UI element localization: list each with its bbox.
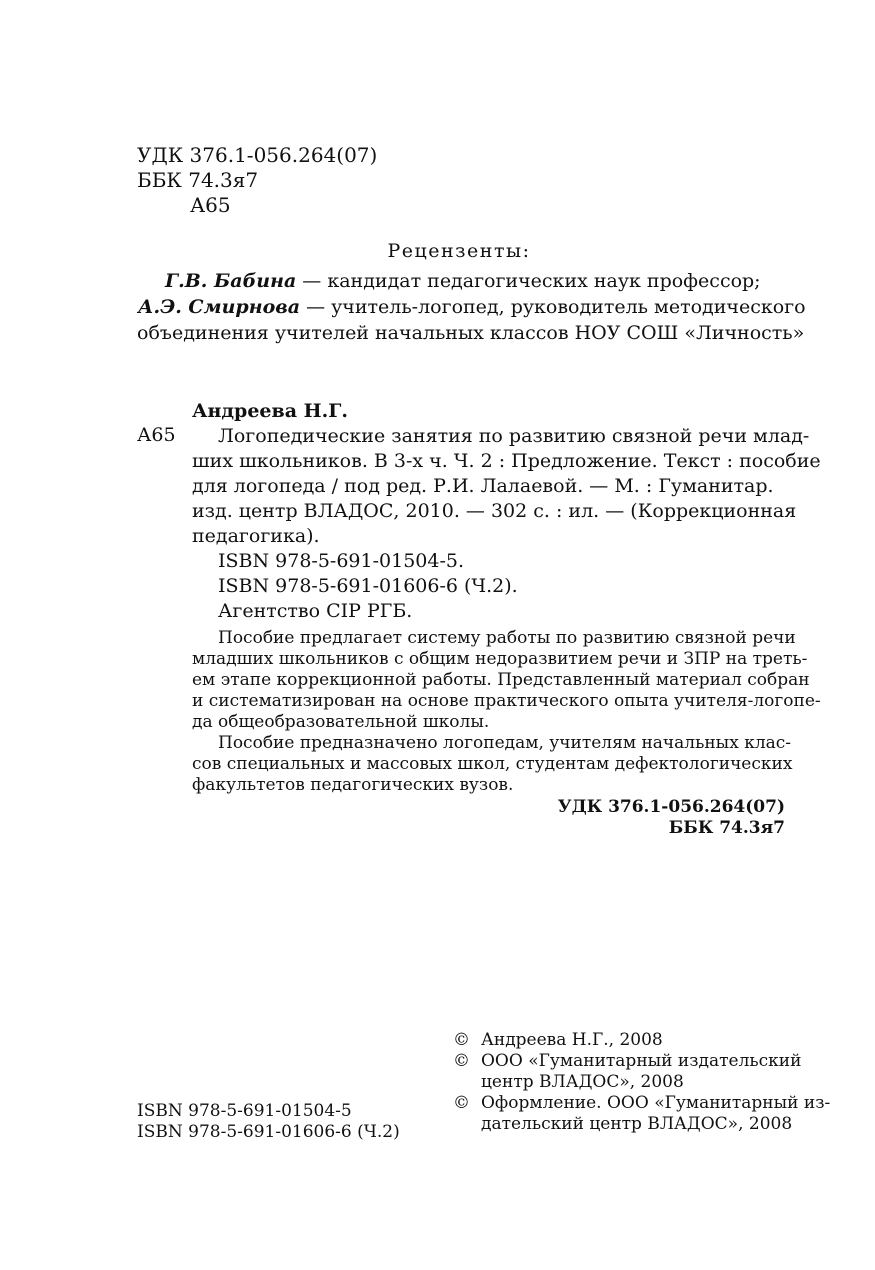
biblio-line-3: для логопеда / под ред. Р.И. Лалаевой. — М. : Гуманитар. [192,475,774,497]
isbn-line-1: ISBN 978-5-691-01504-5. [218,550,465,572]
copyright-1 [453,1030,663,1051]
reviewer-1-desc: — кандидат педагогических наук профессор; [296,270,761,292]
entry-cipher: А65 [137,424,176,446]
reviewer-2-desc: — учитель-логопед, руководитель методического [300,296,806,318]
copyright-icon: © [453,1051,470,1071]
reviewer-1 [165,268,761,294]
cip-agency: Агентство CIP РГБ. [218,600,413,622]
biblio-line-2: ших школьников. В 3-х ч. Ч. 2 : Предложение. Текст : пособие [192,450,821,472]
copyright-2-cont [453,1072,684,1093]
reviewer-2-name: А.Э. Смирнова [138,296,301,318]
bbk-code: ББК 74.3я7 [137,168,259,192]
author-cipher: А65 [190,193,231,217]
copyright-icon: © [453,1030,470,1050]
annotation-p2-line-1: Пособие предназначено логопедам, учителям начальных клас- [218,733,792,753]
classification-codes [137,143,377,218]
annotation-p1-line-2: младших школьников с общим недоразвитием речи и ЗПР на треть- [192,649,808,669]
copyright-3-text-cont: дательский центр ВЛАДОС», 2008 [481,1114,793,1134]
copyright-3-cont [453,1114,792,1135]
annotation-bbk: ББК 74.3я7 [668,818,785,838]
copyright-2-text: ООО «Гуманитарный издательский [481,1051,802,1071]
annotation-udk: УДК 376.1-056.264(07) [557,797,785,817]
annotation-p1-line-1: Пособие предлагает систему работы по развитию связной речи [218,628,796,648]
isbn-bottom-2: ISBN 978-5-691-01606-6 (Ч.2) [137,1122,400,1142]
copyright-3-text: Оформление. ООО «Гуманитарный из- [481,1093,831,1113]
annotation-p2-line-3: факультетов педагогических вузов. [192,775,514,795]
reviewer-1-name: Г.В. Бабина [165,270,297,292]
biblio-line-1: Логопедические занятия по развитию связной речи млад- [218,425,810,447]
reviewer-2 [138,294,806,320]
reviewers-heading: Рецензенты: [387,240,531,262]
copyright-icon: © [453,1093,470,1113]
annotation-p1-line-5: да общеобразовательной школы. [192,712,490,732]
annotation-p1-line-3: ем этапе коррекционной работы. Представленный материал собран [192,670,810,690]
biblio-line-5: педагогика). [192,525,320,547]
copyright-1-text: Андреева Н.Г., 2008 [481,1030,663,1050]
entry-author: Андреева Н.Г. [192,400,348,422]
copyright-2 [453,1051,801,1072]
udk-code: УДК 376.1-056.264(07) [137,143,378,167]
reviewer-2-desc-cont: объединения учителей начальных классов НОУ СОШ «Личность» [137,322,805,344]
annotation-p2-line-2: сов специальных и массовых школ, студентам дефектологических [192,754,793,774]
biblio-line-4: изд. центр ВЛАДОС, 2010. — 302 с. : ил. — (Коррекционная [192,500,797,522]
isbn-bottom-1: ISBN 978-5-691-01504-5 [137,1101,352,1121]
annotation-p1-line-4: и систематизирован на основе практического опыта учителя-логопе- [192,691,821,711]
copyright-3 [453,1093,830,1114]
isbn-line-2: ISBN 978-5-691-01606-6 (Ч.2). [218,575,518,597]
copyright-2-text-cont: центр ВЛАДОС», 2008 [481,1072,684,1092]
